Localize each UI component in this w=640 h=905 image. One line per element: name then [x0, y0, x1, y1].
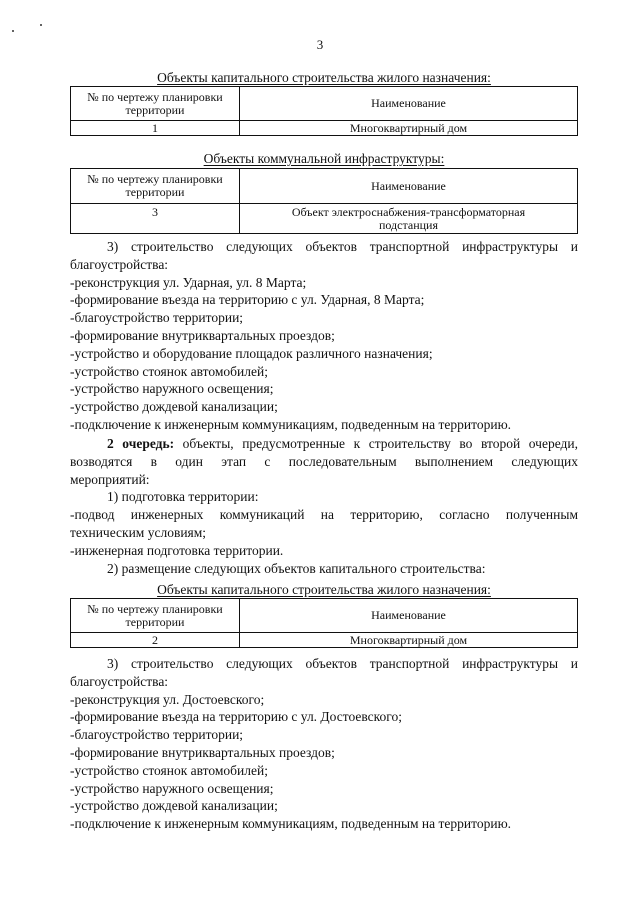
- list-item: -подключение к инженерным коммуникациям, подведенным на территорию.: [70, 816, 512, 832]
- paragraph-line: 3) строительство следующих объектов транспортной инфраструктуры и: [107, 656, 578, 671]
- list-item: -устройство дождевой канализации;: [70, 798, 278, 814]
- list-item: -устройство дождевой канализации;: [70, 399, 278, 415]
- list-item: -подвод инженерных коммуникаций на территорию, согласно полученным: [70, 507, 578, 523]
- caption-text: Объекты капитального строительства жилого назначения:: [157, 70, 491, 85]
- paragraph-line: благоустройства:: [70, 673, 169, 689]
- paragraph-line: благоустройства:: [70, 256, 169, 272]
- table-row: [71, 121, 578, 136]
- table-row: [71, 633, 578, 648]
- cell-name: [240, 204, 578, 234]
- table-residential-2: [70, 598, 578, 648]
- page-number: 3: [316, 37, 324, 52]
- header-cell-number: [71, 169, 240, 204]
- paragraph-line: возводятся в один этап с последовательным выполнением следующих: [70, 453, 578, 469]
- cell-name: Многоквартирный дом: [240, 633, 578, 648]
- caption-text: Объекты коммунальной инфраструктуры:: [203, 151, 445, 166]
- header-cell-name: Наименование: [240, 169, 578, 204]
- transport-infrastructure-block-1: [70, 238, 578, 434]
- cell-name-line: Объект электроснабжения-трансформаторная: [291, 204, 526, 219]
- header-number-line: № по чертежу планировки: [87, 172, 223, 186]
- list-item: -устройство и оборудование площадок различного назначения;: [70, 345, 433, 361]
- section-caption-residential-2: [70, 582, 578, 598]
- header-number-line: территории: [125, 614, 185, 629]
- cell-name-line: подстанция: [378, 217, 438, 232]
- table-row: [71, 204, 578, 234]
- sub-heading: 2) размещение следующих объектов капитального строительства:: [107, 560, 486, 576]
- table-residential-1: [70, 86, 578, 136]
- list-item: -формирование въезда на территорию с ул. Ударная, 8 Марта;: [70, 292, 425, 308]
- list-item: -устройство стоянок автомобилей;: [70, 762, 268, 778]
- section-caption-utilities: [70, 151, 578, 167]
- sub-heading: 1) подготовка территории:: [107, 489, 259, 505]
- paragraph-line: мероприятий:: [70, 471, 150, 487]
- header-cell-number: [71, 87, 240, 121]
- list-item: -формирование внутриквартальных проездов;: [70, 744, 335, 760]
- header-number-line: № по чертежу планировки: [87, 89, 223, 104]
- scan-artifact-dot: [12, 30, 14, 32]
- list-item: -реконструкция ул. Ударная, ул. 8 Марта;: [70, 274, 307, 290]
- paragraph-line: 3) строительство следующих объектов транспортной инфраструктуры и: [107, 239, 578, 254]
- list-item: -устройство наружного освещения;: [70, 381, 274, 397]
- cell-name: Многоквартирный дом: [240, 121, 578, 136]
- list-item-continuation: техническим условиям;: [70, 524, 207, 540]
- header-number-line: территории: [125, 185, 185, 199]
- cell-number: 3: [71, 204, 240, 234]
- header-number-line: территории: [125, 102, 185, 117]
- list-item: -подключение к инженерным коммуникациям, подведенным на территорию.: [70, 416, 512, 432]
- cell-number: 1: [71, 121, 240, 136]
- list-item: -устройство наружного освещения;: [70, 780, 274, 796]
- transport-infrastructure-block-2: [70, 655, 578, 833]
- table-utilities: [70, 168, 578, 234]
- header-cell-name: Наименование: [240, 87, 578, 121]
- list-item: -формирование внутриквартальных проездов;: [70, 327, 335, 343]
- list-item: -реконструкция ул. Достоевского;: [70, 691, 265, 707]
- header-cell-name: Наименование: [240, 599, 578, 633]
- list-item: -формирование въезда на территорию с ул. Достоевского;: [70, 709, 402, 725]
- header-cell-number: [71, 599, 240, 633]
- header-number-line: № по чертежу планировки: [87, 601, 223, 616]
- scan-artifact-dot: [40, 24, 42, 26]
- queue-2-label: 2 очередь:: [107, 436, 175, 451]
- cell-number: 2: [71, 633, 240, 648]
- queue-2-block: [70, 435, 578, 577]
- queue-2-text: объекты, предусмотренные к строительству во второй очереди,: [174, 436, 578, 451]
- list-item: -благоустройство территории;: [70, 310, 244, 326]
- list-item: -благоустройство территории;: [70, 727, 244, 743]
- caption-text: Объекты капитального строительства жилого назначения:: [157, 582, 491, 597]
- list-item: -устройство стоянок автомобилей;: [70, 363, 268, 379]
- list-item: -инженерная подготовка территории.: [70, 542, 284, 558]
- section-caption-residential: [70, 70, 578, 86]
- paragraph-line: [70, 435, 578, 453]
